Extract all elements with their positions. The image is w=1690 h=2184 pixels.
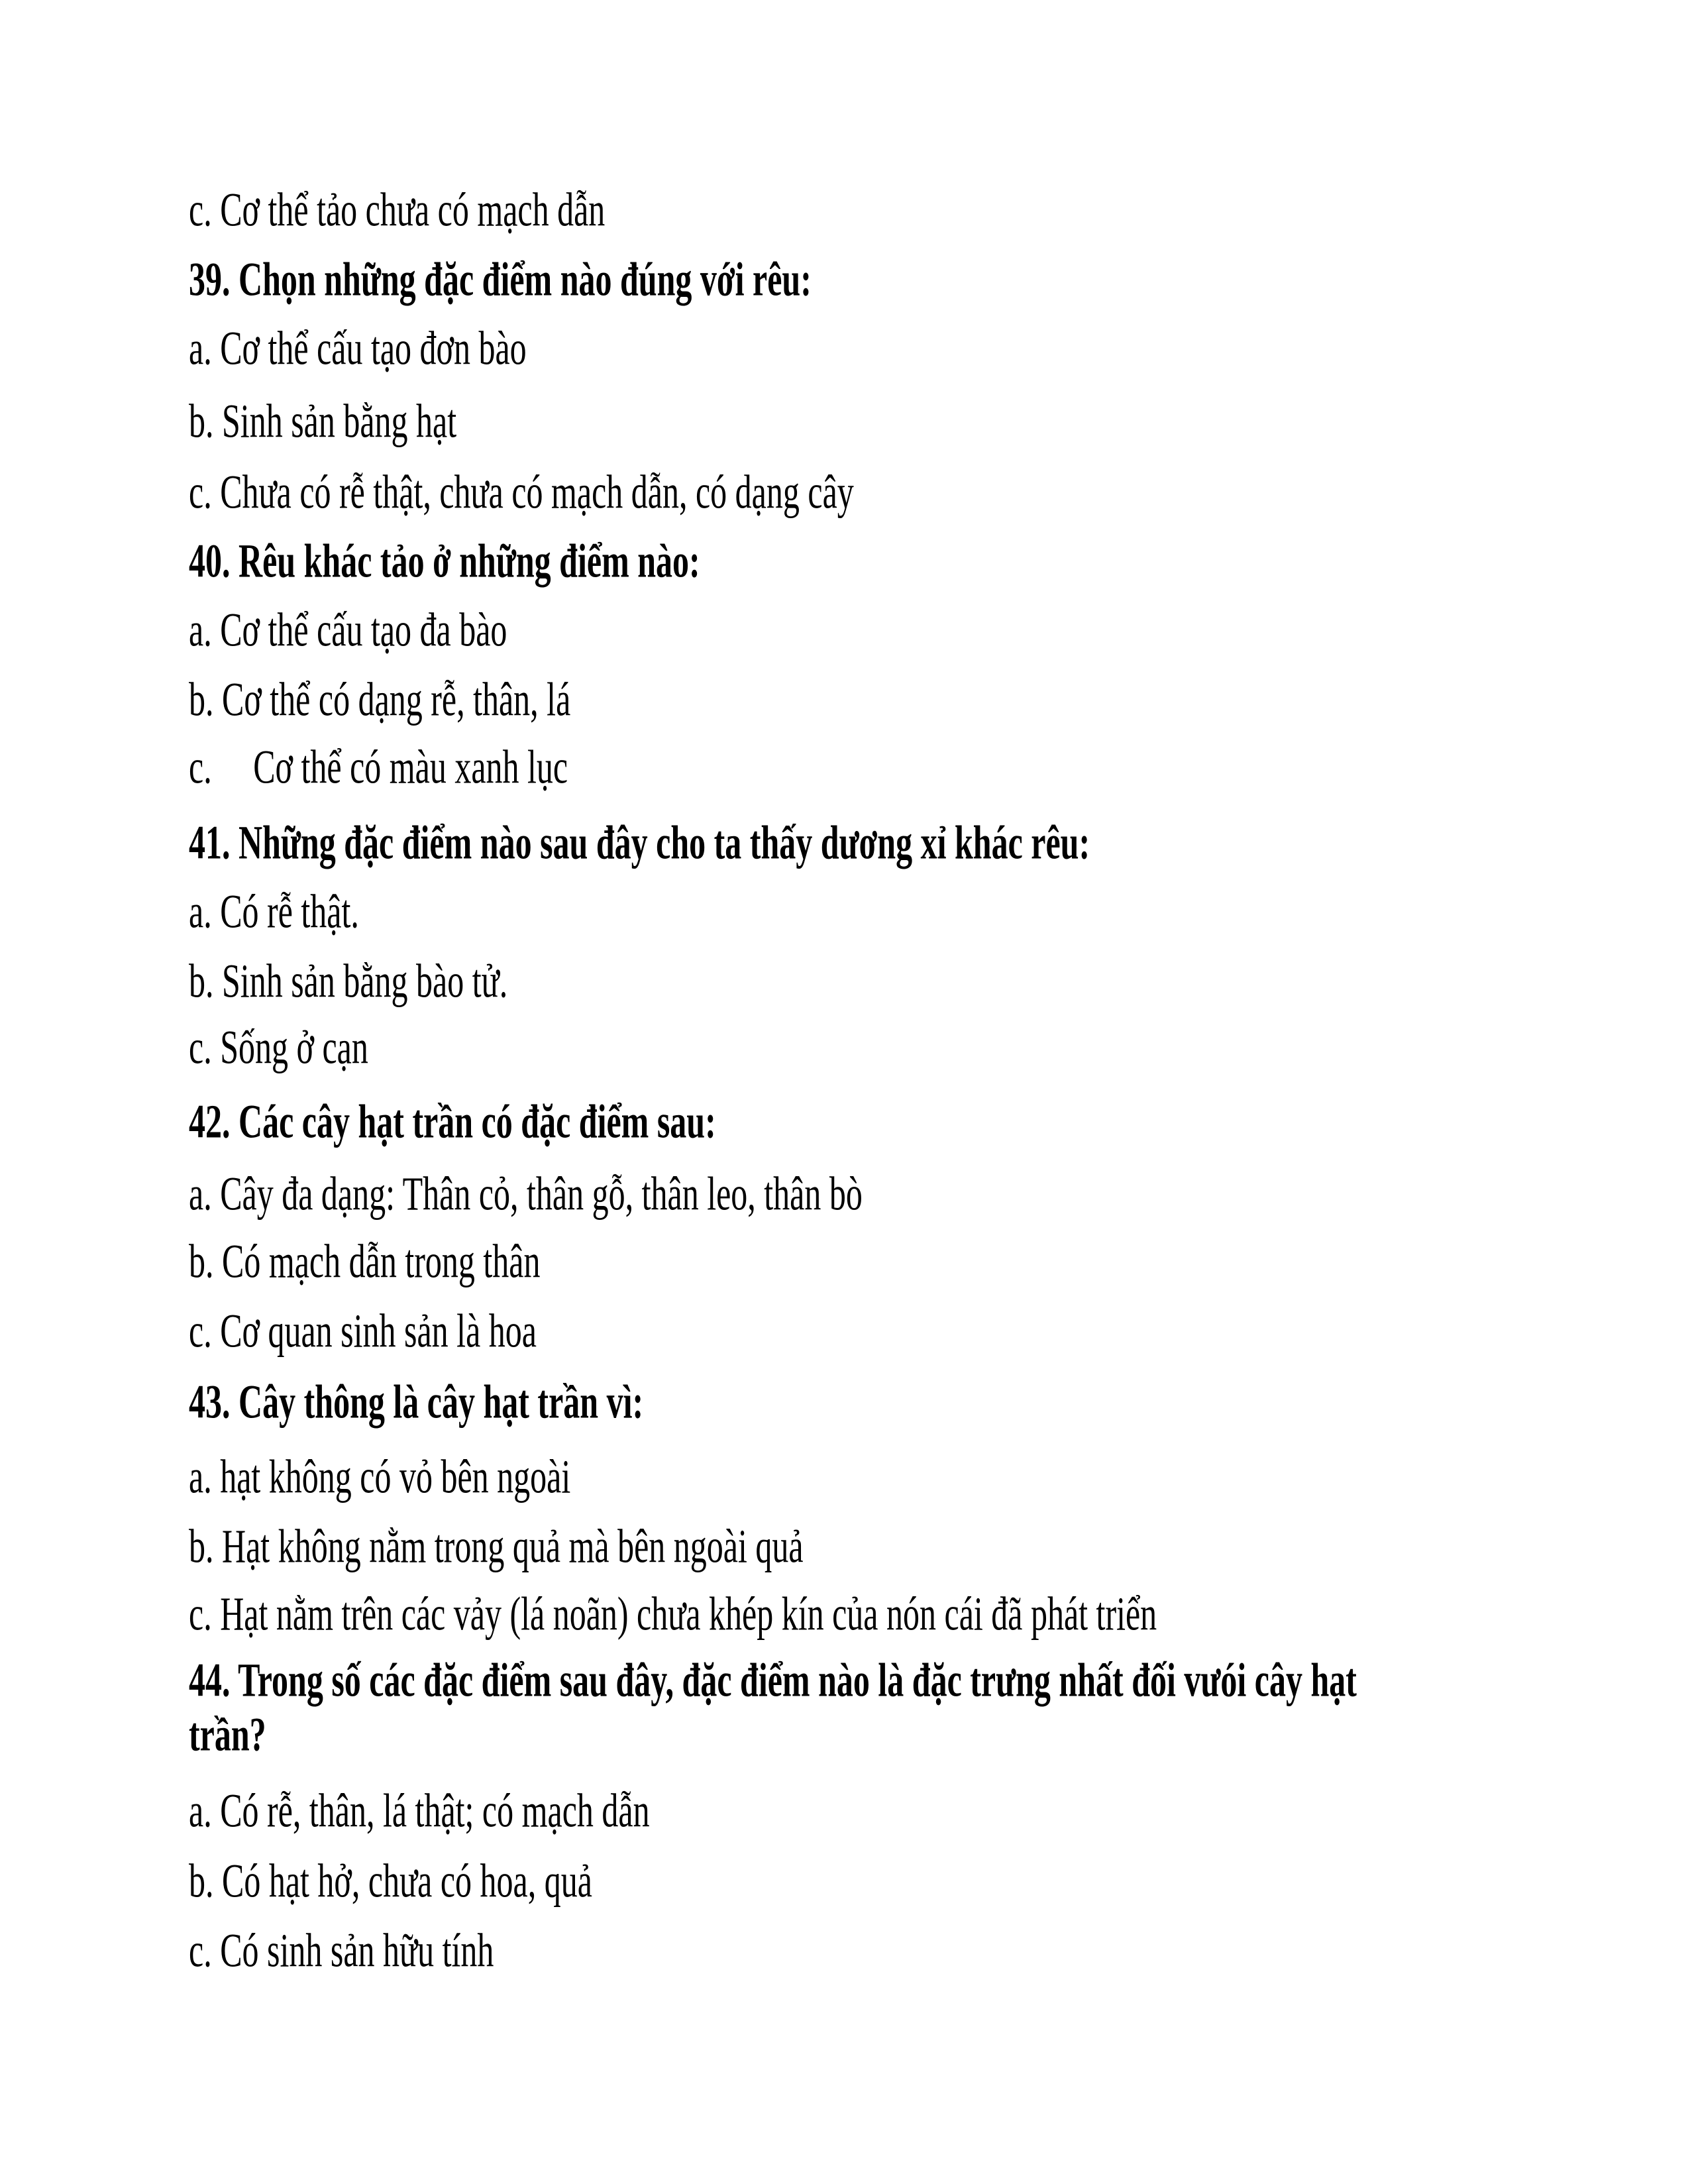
question-41-option-b: b. Sinh sản bằng bào tử. (189, 954, 508, 1008)
question-40-option-b: b. Cơ thể có dạng rễ, thân, lá (189, 672, 571, 726)
question-44-option-b: b. Có hạt hở, chưa có hoa, quả (189, 1853, 592, 1908)
question-44-heading-line-2: trần? (189, 1707, 266, 1761)
question-43-option-a: a. hạt không có vỏ bên ngoài (189, 1449, 571, 1503)
question-41-option-c: c. Sống ở cạn (189, 1020, 368, 1074)
question-40-heading: 40. Rêu khác tảo ở những điểm nào: (189, 533, 700, 588)
question-40-option-a: a. Cơ thể cấu tạo đa bào (189, 602, 507, 657)
question-40-option-c: c. Cơ thể có màu xanh lục (189, 739, 568, 794)
question-43-option-c: c. Hạt nằm trên các vảy (lá noãn) chưa khép kín của nón cái đã phát triển (189, 1586, 1157, 1641)
question-43-heading: 43. Cây thông là cây hạt trần vì: (189, 1374, 644, 1429)
question-44-option-a: a. Có rễ, thân, lá thật; có mạch dẫn (189, 1783, 650, 1837)
question-43-option-b: b. Hạt không nằm trong quả mà bên ngoài quả (189, 1519, 804, 1573)
question-42-heading: 42. Các cây hạt trần có đặc điểm sau: (189, 1094, 716, 1148)
question-42-option-c: c. Cơ quan sinh sản là hoa (189, 1303, 537, 1358)
question-41-option-a: a. Có rễ thật. (189, 884, 359, 938)
question-42-option-b: b. Có mạch dẫn trong thân (189, 1234, 541, 1288)
question-39-heading: 39. Chọn những đặc điểm nào đúng với rêu: (189, 252, 812, 306)
question-42-option-a: a. Cây đa dạng: Thân cỏ, thân gỗ, thân leo, thân bò (189, 1166, 863, 1221)
question-44-option-c: c. Có sinh sản hữu tính (189, 1923, 494, 1977)
question-39-option-a: a. Cơ thể cấu tạo đơn bào (189, 321, 527, 375)
question-39-option-c: c. Chưa có rễ thật, chưa có mạch dẫn, có dạng cây (189, 464, 854, 519)
question-38-option-c: c. Cơ thể tảo chưa có mạch dẫn (189, 182, 606, 237)
question-44-heading-line-1: 44. Trong số các đặc điểm sau đây, đặc điểm nào là đặc trưng nhất đối vưói cây hạt (189, 1653, 1357, 1707)
question-39-option-b: b. Sinh sản bằng hạt (189, 394, 457, 448)
question-41-heading: 41. Những đặc điểm nào sau đây cho ta thấy dương xỉ khác rêu: (189, 815, 1090, 869)
